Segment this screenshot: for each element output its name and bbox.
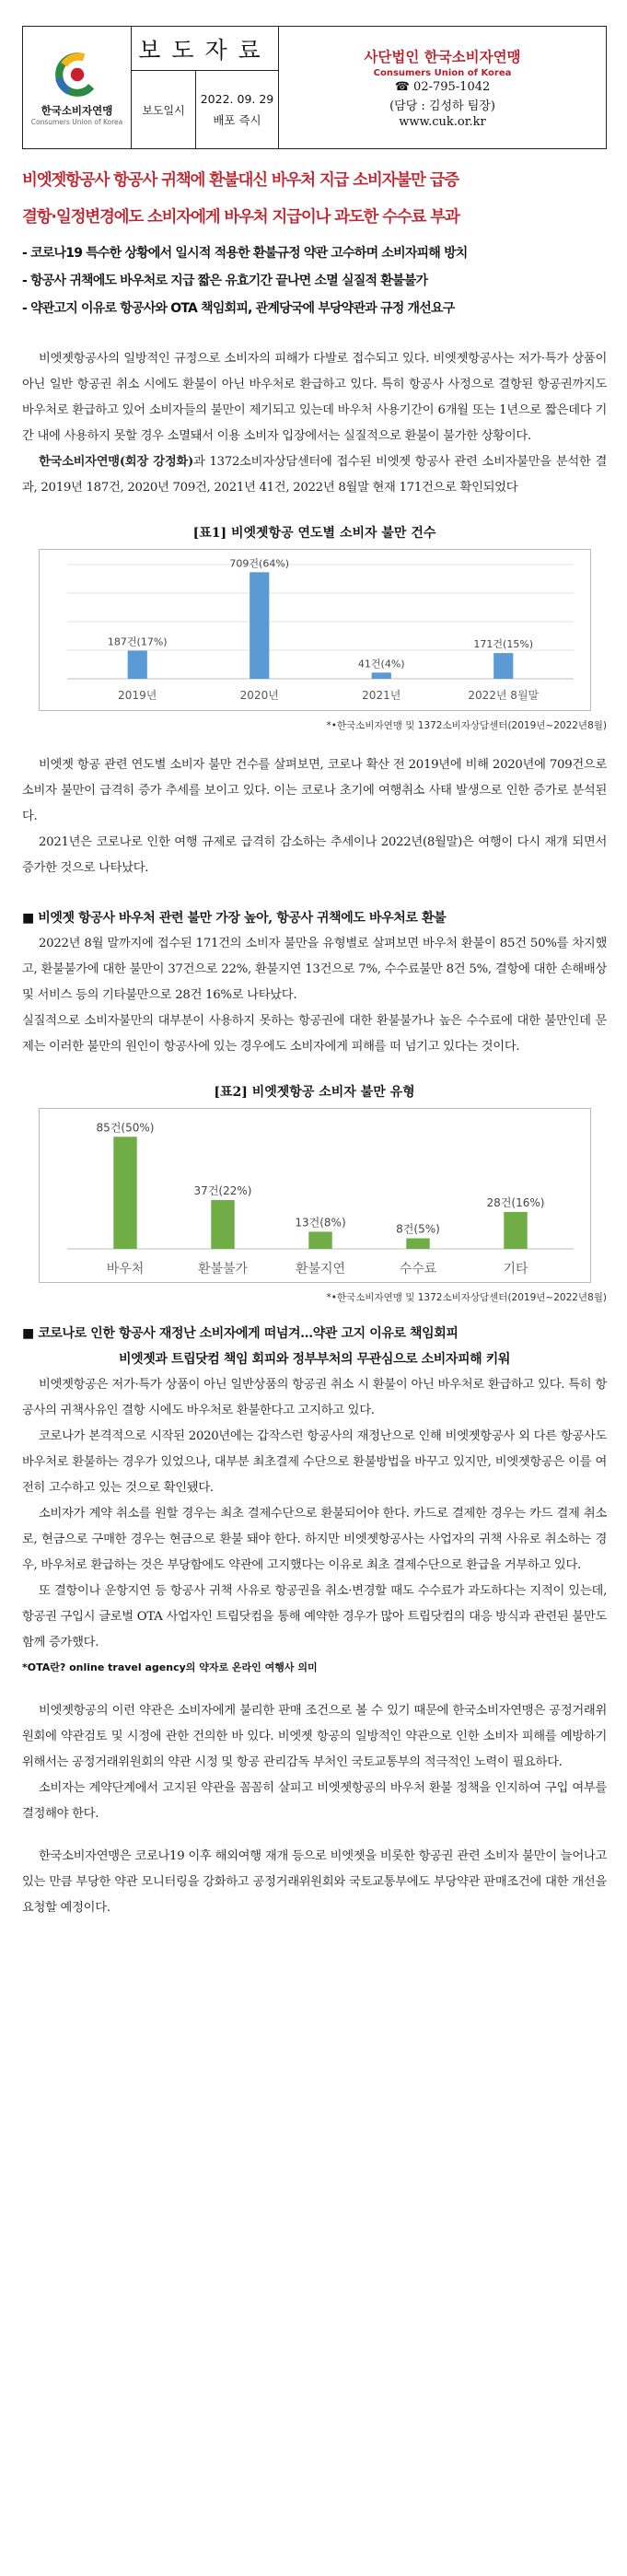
chart2-source: *•한국소비자연맹 및 1372소비자상담센터(2019년~2022년8월) [326,1292,607,1303]
bar [504,1212,527,1249]
category-label: 기타 [502,1262,528,1276]
category-label: 환불지연 [295,1262,345,1276]
body-paragraph: 2022년 8월 말까지에 접수된 171건의 소비자 불만을 유형별로 살펴보면 바우처 환불이 85건 50%를 차지했고, 환불불가에 대한 불만이 37건으로 22%, 환불지연 13건으로 7%, 수수료불만 8건 5%, 결항에 대한 손해배상 및 서비스 등의 기타불만으로 28건 16%로 나타났다. [22,937,607,1002]
bar [406,1239,429,1249]
data-label: 37건(22%) [193,1184,251,1198]
body-paragraph [22,449,607,501]
body-paragraph: 비엣젯항공은 저가·특가 상품이 아닌 일반상품의 항공권 취소 시 환불이 아닌 바우처로 환급하고 있다. 특히 항공사의 귀책사유인 결항 시에도 바우처로 환불한다고 고지하고 있다. [22,1378,607,1417]
headline [22,162,607,236]
logo-name: 한국소비자연맹 [41,103,113,117]
summary-bullet: - 항공사 귀책에도 바우처로 지급 짧은 유효기간 끝나면 소멸 실질적 환불불가 [22,274,428,288]
press-header [22,26,607,149]
body-paragraph: 한국소비자연맹은 코로나19 이후 해외여행 재개 등으로 비엣젯을 비롯한 항공권 관련 소비자 불만이 늘어나고 있는 만큼 부당한 약관 모니터링을 강화하고 공정거래위원회와 국토교통부에도 부당약관 판매조건에 대한 개선을 요청할 예정이다. [22,1849,607,1915]
category-label: 2019년 [117,689,157,702]
body-paragraph: 소비자는 계약단계에서 고지된 약관을 꼼꼼히 살피고 비엣젯항공의 바우처 환불 정책을 인지하여 구입 여부를 결정해야 한다. [22,1781,607,1821]
release-date: 2022. 09. 29 [200,91,274,106]
headline-line-1: 비엣젯항공사 항공사 귀책에 환불대신 바우처 지급 소비자불만 급증 [22,171,459,190]
category-label: 환불불가 [197,1262,248,1276]
body-paragraph: 또 결항이나 운항지연 등 항공사 귀책 사유로 항공권을 취소·변경할 때도 수수료가 과도하다는 지적이 있는데, 항공권 구입시 글로벌 OTA 사업자인 트립닷컴을 통해 예약한 경우가 많아 트립닷컴의 대응 방식과 관련된 불만도 함께 증가했다. [22,1584,607,1649]
logo-cell [23,27,132,148]
summary-bullet: - 약관고지 이유로 항공사와 OTA 책임회피, 관계당국에 부당약관과 규정 개선요구 [22,301,455,316]
bar [211,1200,234,1249]
summary-bullets [22,239,607,322]
body-paragraph: 실질적으로 소비자불만의 대부분이 사용하지 못하는 항공권에 대한 환불불가나 높은 수수료에 대한 불만인데 문제는 이러한 불만의 원인이 항공사에 있는 경우에도 소비자에게 피해를 떠 넘기고 있다는 것이다. [22,1014,607,1054]
org-contact [279,27,606,148]
body-paragraph: 비엣젯 항공 관련 연도별 소비자 불만 건수를 살펴보면, 코로나 확산 전 2019년에 비해 2020년에 709건으로 소비자 불만이 급격히 증가 추세를 보이고 있다. 이는 코로나 초기에 여행취소 사태 발생으로 인한 증가로 분석된다. [22,758,607,823]
data-label: 28건(16%) [486,1195,544,1209]
press-release-title: 보도자료 [132,27,278,71]
org-name-en: Consumers Union of Korea [373,68,512,78]
headline-line-2: 결항·일정변경에도 소비자에게 바우처 지급이나 과도한 수수료 부과 [22,208,459,227]
data-label: 187건(17%) [107,635,168,648]
bar [493,653,513,679]
category-label: 2022년 8월말 [467,689,539,702]
cuk-logo-icon [52,50,102,99]
summary-bullet: - 코로나19 특수한 상황에서 일시적 적용한 환불규정 약관 고수하며 소비자피해 방치 [22,246,468,261]
bar [250,572,269,679]
category-label: 수수료 [399,1262,436,1276]
data-label: 41건(4%) [357,658,405,670]
body-paragraph: 소비자가 계약 취소를 원할 경우는 최초 결제수단으로 환불되어야 한다. 카드로 결제한 경우는 카드 결제 취소로, 현금으로 구매한 경우는 현금으로 환불 돼야 한다. 하지만 비엣젯항공사는 사업자의 귀책 사유로 취소하는 경우, 바우처로 환급하는 것은 부당함에도 약관에 고지했다는 이유로 최초 결제수단으로 환급을 거부하고 있다. [22,1507,607,1572]
ota-footnote: *OTA란? online travel agency의 약자로 온라인 여행사 의미 [22,1661,318,1673]
org-chair-mention: 한국소비자연맹(회장 강정화) [39,455,193,469]
bar [371,672,390,679]
body-paragraph: 비엣젯항공의 이런 약관은 소비자에게 불리한 판매 조건으로 볼 수 있기 때문에 한국소비자연맹은 공정거래위원회에 약관검토 및 시정에 관한 건의한 바 있다. 비엣젯 항공의 일방적인 약관으로 인한 소비자 피해를 예방하기 위해서는 공정거래위원회의 약관 시정 및 항공 관리감독 부처인 국토교통부의 적극적인 노력이 필요하다. [22,1704,607,1769]
body-paragraph-text: 과 1372소비자상담센터에 접수된 비엣젯 항공사 관련 소비자불만을 분석한 결과, 2019년 187건, 2020년 709건, 2021년 41건, 2022년 8월말 현재 171건으로 확인되었다 [22,455,607,495]
category-label: 바우처 [106,1262,144,1276]
date-value-cell [196,71,278,148]
chart2-title: [표2] 비엣젯항공 소비자 불만 유형 [214,1085,415,1100]
category-label: 2021년 [361,689,401,702]
chart-yearly-complaints [39,549,591,711]
date-row [132,71,278,148]
data-label: 13건(8%) [294,1216,346,1230]
org-website: www.cuk.or.kr [399,115,486,129]
data-label: 709건(64%) [228,557,289,570]
bar [308,1231,331,1249]
chart-complaint-types [39,1108,591,1283]
data-label: 171건(15%) [472,638,533,651]
data-label: 8건(5%) [395,1222,440,1236]
org-contact-person: (담당 : 김성하 팀장) [389,99,495,113]
body-paragraph: 비엣젯항공사의 일방적인 규정으로 소비자의 피해가 다발로 접수되고 있다. 비엣젯항공사는 저가·특가 상품이 아닌 일반 항공권 취소 시에도 환불이 아닌 바우처로 환급하고 있다. 특히 항공사 사정으로 결항된 항공권까지도 바우처로 환급하고 있어 소비자들의 불만이 제기되고 있는데 바우처 사용기간이 6개월 또는 1년으로 짧은데다 기간 내에 사용하지 못할 경우 소멸돼서 이용 소비자 입장에서는 실질적으로 환불이 불가한 상황이다. [22,352,607,443]
release-timing: 배포 즉시 [213,112,261,127]
bar [113,1136,136,1249]
body-paragraph: 코로나가 본격적으로 시작된 2020년에는 갑작스런 항공사의 재정난으로 인해 비엣젯항공사 외 다른 항공사도 바우처로 환불하는 경우가 있었으나, 대부분 최초결제 수단으로 환불방법을 바꾸고 있지만, 비엣젯항공은 이를 여전히 고수하고 있는 것으로 확인됐다. [22,1429,607,1495]
logo-subtitle: Consumers Union of Korea [30,117,123,126]
org-name-kr: 사단법인 한국소비자연맹 [364,48,521,65]
body-paragraph: 2021년은 코로나로 인한 여행 규제로 급격히 감소하는 추세이나 2022년(8월말)은 여행이 다시 재개 되면서 증가한 것으로 나타났다. [22,835,607,875]
chart1-title: [표1] 비엣젯항공 연도별 소비자 불만 건수 [192,526,436,541]
header-middle [132,27,279,148]
section-heading: ■ 코로나로 인한 항공사 재정난 소비자에게 떠넘겨…약관 고지 이유로 책임회피 [22,1326,459,1341]
chart1-source: *•한국소비자연맹 및 1372소비자상담센터(2019년~2022년8월) [326,720,607,731]
section-subheading: 비엣젯과 트립닷컴 책임 회피와 정부부처의 무관심으로 소비자피해 키워 [118,1352,511,1367]
bar [127,650,146,679]
section-heading: ■ 비엣젯 항공사 바우처 관련 불만 가장 높아, 항공사 귀책에도 바우처로 환불 [22,911,447,926]
category-label: 2020년 [239,689,279,702]
data-label: 85건(50%) [96,1121,154,1135]
org-phone: ☎ 02-795-1042 [394,80,491,94]
date-label: 보도일시 [132,71,196,148]
